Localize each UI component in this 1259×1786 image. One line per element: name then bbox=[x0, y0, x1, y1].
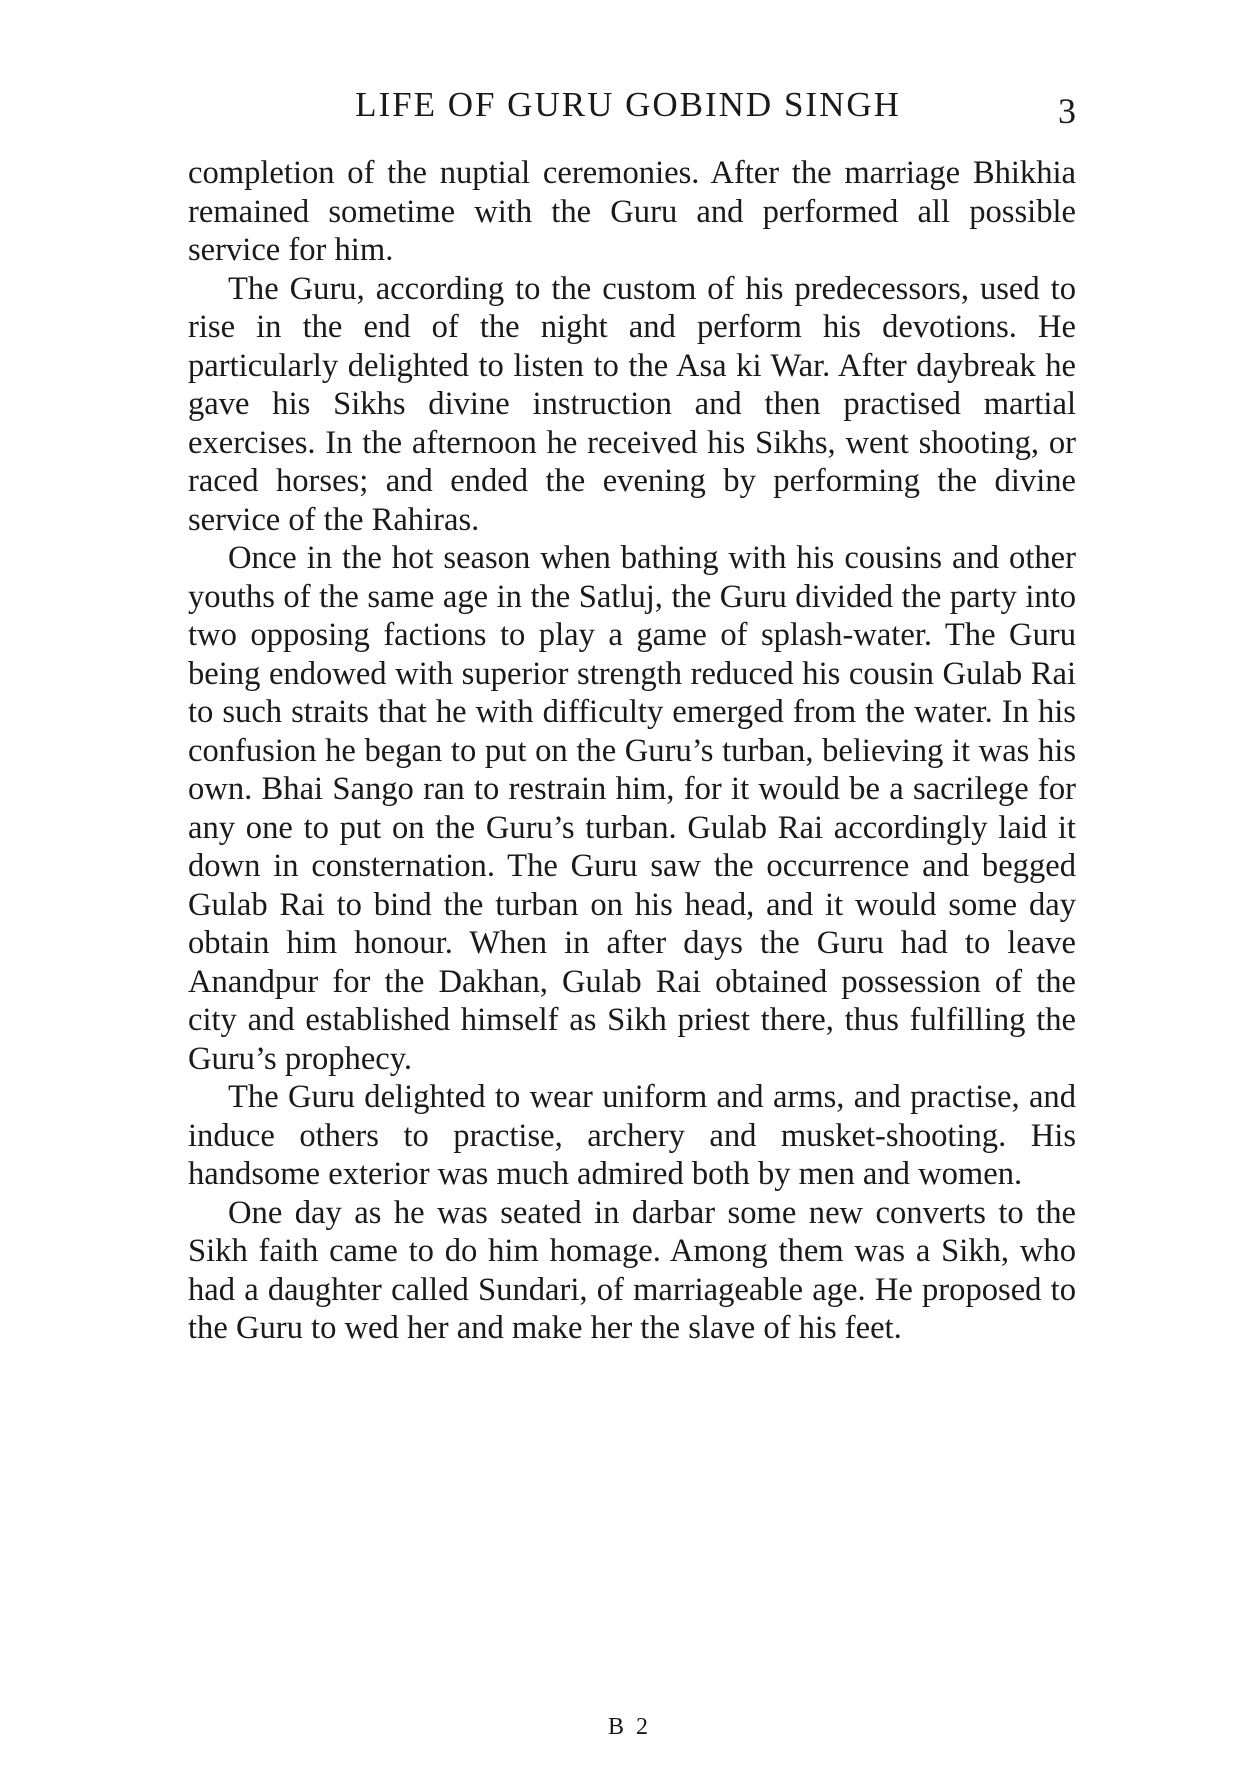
paragraph: The Guru delighted to wear uniform and arms, and practise, and induce others to practise, archery and musket-shooting. His handsome exterior was much admired both by men and women. bbox=[188, 1079, 1076, 1192]
paragraph: One day as he was seated in darbar some new converts to the Sikh faith came to do him homage. Among them was a Sikh, who had a daughter called Sundari, of marriageable age. He proposed to the Guru to wed her and make her the slave of his feet. bbox=[188, 1194, 1076, 1346]
paragraph: completion of the nuptial ceremonies. After the marriage Bhikhia remained sometime with the Guru and performed all possible service for him. bbox=[188, 155, 1076, 268]
signature-mark: B 2 bbox=[607, 1714, 651, 1740]
page-number: 3 bbox=[1058, 91, 1076, 131]
running-title: LIFE OF GURU GOBIND SINGH bbox=[355, 85, 901, 124]
paragraph: The Guru, according to the custom of his predecessors, used to rise in the end of the night and perform his devotions. He particularly delighted to listen to the Asa ki War. After daybreak he gave his Sikhs divine instruction and then practised martial exercises. In the afternoon he received his Sikhs, went shooting, or raced horses; and ended the evening by performing the divine service of the Rahiras. bbox=[188, 270, 1076, 538]
body-text bbox=[188, 154, 1076, 1348]
paragraph: Once in the hot season when bathing with his cousins and other youths of the same age in the Satluj, the Guru divided the party into two opposing factions to play a game of splash-water. The Guru being endowed with superior strength reduced his cousin Gulab Rai to such straits that he with difficulty emerged from the water. In his confusion he began to put on the Guru’s turban, believing it was his own. Bhai Sango ran to restrain him, for it would be a sacrilege for any one to put on the Guru’s turban. Gulab Rai accordingly laid it down in consternation. The Guru saw the occurrence and begged Gulab Rai to bind the turban on his head, and it would some day obtain him honour. When in after days the Guru had to leave Anandpur for the Dakhan, Gulab Rai obtained possession of the city and established himself as Sikh priest there, thus fulfilling the Guru’s prophecy. bbox=[188, 540, 1076, 1077]
running-head bbox=[188, 80, 1076, 130]
